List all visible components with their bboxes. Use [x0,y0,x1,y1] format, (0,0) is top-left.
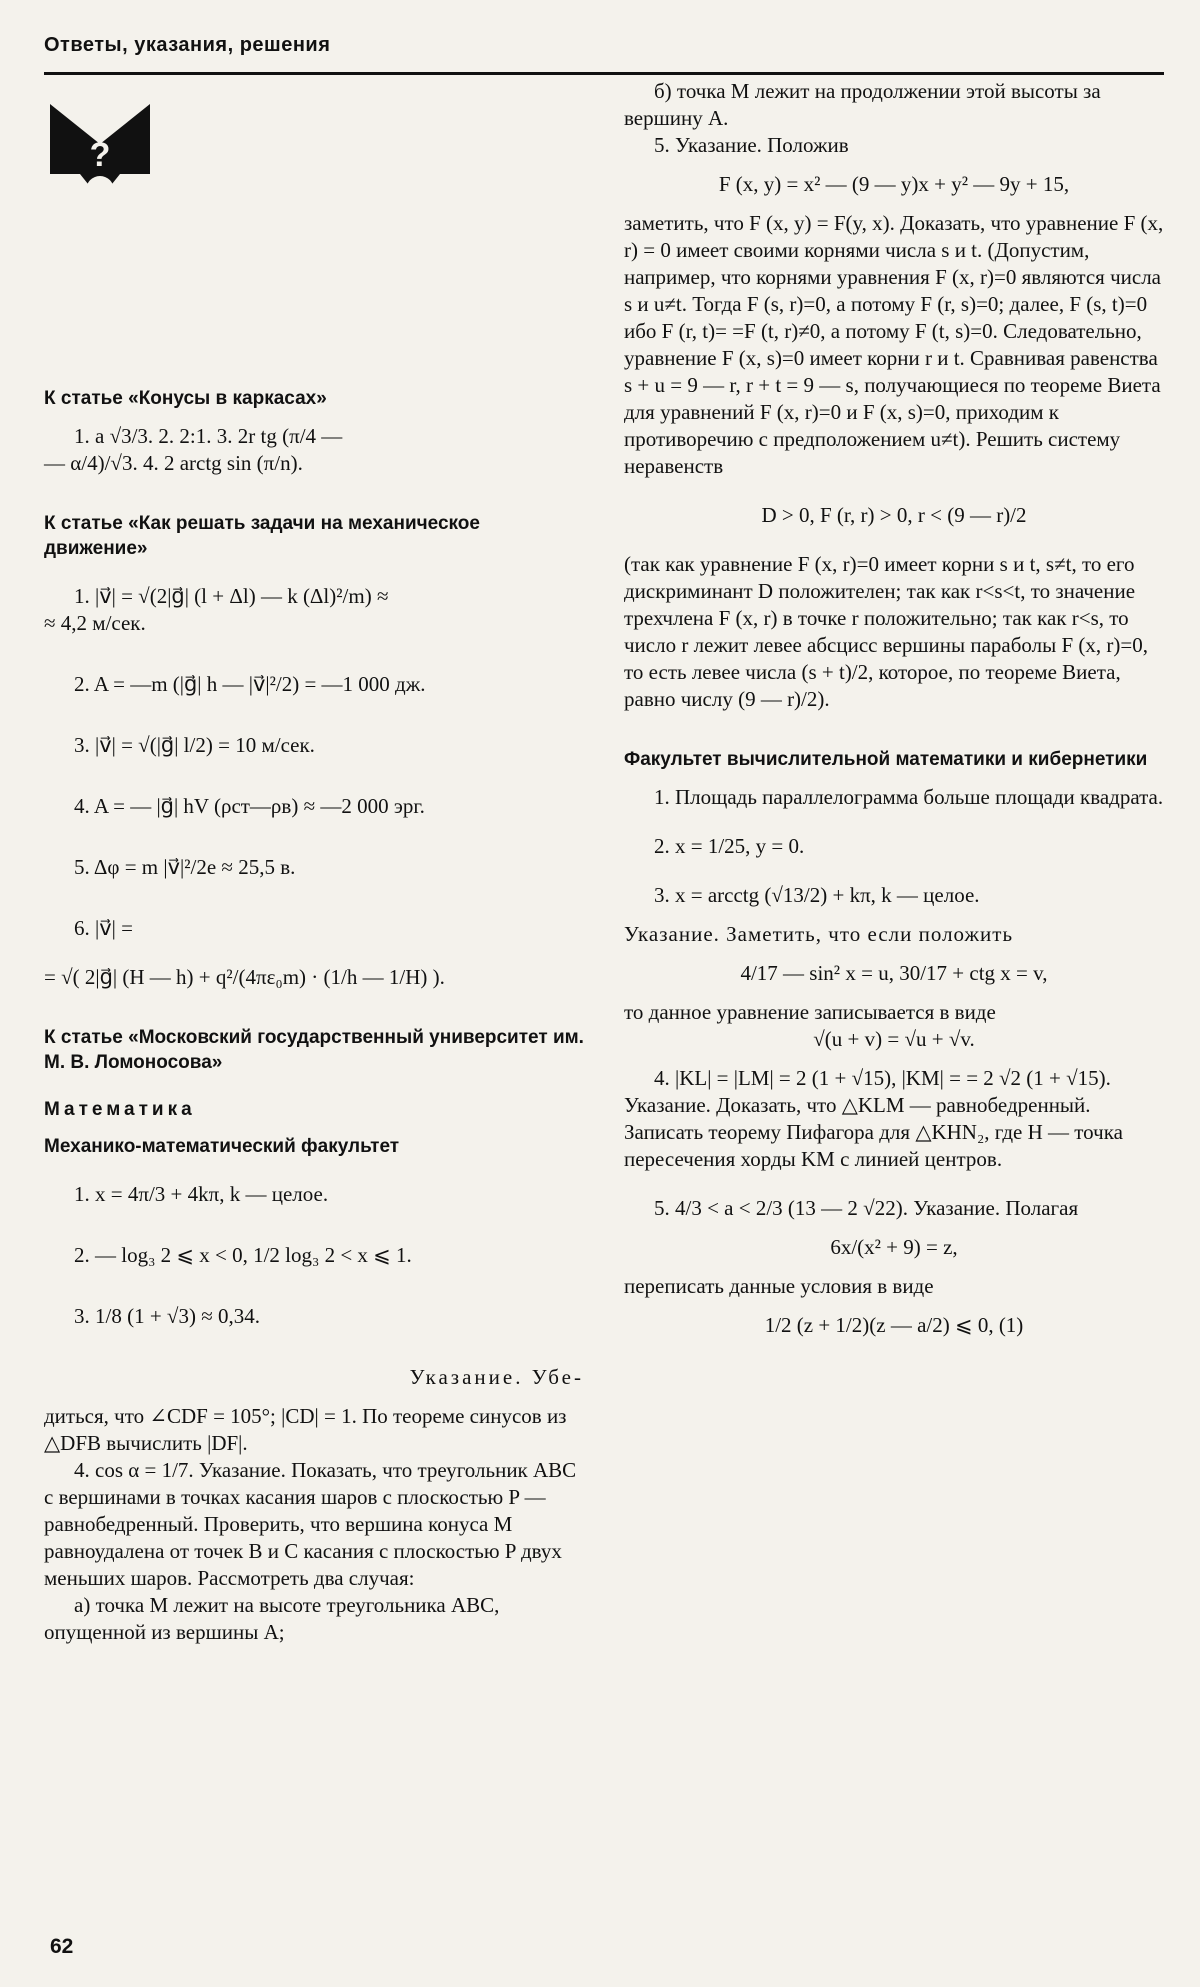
mech-answer-3: 3. |v⃗| = √(|g⃗| l/2) = 10 м/сек. [74,733,315,757]
hint-5-intro: 5. Указание. Положив [654,133,849,157]
running-header [44,28,1164,75]
mech-answer-6-formula: = √( 2|g⃗| (H — h) + q²/(4πε₀m) · (1/h — 1/H) ). [44,965,445,989]
cmc-answer-3-equation: √(u + v) = √u + √v. [813,1027,975,1051]
inequality-system: D > 0, F (r, r) > 0, r < (9 — r)/2 [761,503,1027,527]
mech-answer-1: 1. |v⃗| = √(2|g⃗| (l + Δl) — k (Δl)²/m) ≈ [74,584,389,608]
hint-5-text: заметить, что F (x, y) = F(y, x). Доказать, что уравнение F (x, r) = 0 имеет своими корнями числа s и t. (Допустим, например, что корнями уравнения F (x, r)=0 являются числа s и u≠t. Тогда F (s, r)=0, а потому F (r, s)=0; далее, F (s, t)=0 ибо F (r, t)= =F (t, r)≠0, а потому F (t, s)=0. Следовательно, уравнение F (x, s)=0 имеет корни r и t. Сравнивая равенства s + u = 9 — r, r + t = 9 — s, получающиеся по теореме Виета для уравнений F (x, r)=0 и F (x, s)=0, приходим к противоречию с предположением u≠t). Решить систему неравенств [624,211,1164,478]
hint-label: Указание. Убе- [409,1365,584,1389]
section-title-cones: К статье «Конусы в каркасах» [44,388,327,409]
cmc-answer-3-then: то данное уравнение записывается в виде [624,1000,996,1024]
case-b: б) точка M лежит на продолжении этой высоты за вершину A. [624,79,1101,130]
cmc-answer-5: 5. 4/3 < a < 2/3 (13 — 2 √22). Указание. Полагая [654,1196,1079,1220]
cmc-answer-1: 1. Площадь параллелограмма больше площади квадрата. [654,785,1164,809]
msu-answer-4: 4. cos α = 1/7. Указание. Показать, что треугольник ABC с вершинами в точках касания шаров с плоскостью P — равнобедренный. Проверить, что вершина конуса M равноудалена от точек B и C касания с плоскостью P двух меньших шаров. Рассмотреть два случая: [44,1458,577,1590]
msu-answer-3: 3. 1/8 (1 + √3) ≈ 0,34. [74,1304,260,1328]
inequality-explanation: (так как уравнение F (x, r)=0 имеет корни s и t, s≠t, то его дискриминант D положителен; так как r<s<t, то значение трехчлена F (x, r) в точке r положительно; так как r<s, то число r лежит левее абсцисс вершины параболы F (x, r)=0, то есть левее числа (s + t)/2, которое, по теореме Виета, равно числу (9 — r)/2). [624,552,1148,711]
cmc-answer-4: 4. |KL| = |LM| = 2 (1 + √15), |KM| = = 2 √2 (1 + √15). Указание. Доказать, что △KLM — равнобедренный. Записать теорему Пифагора для △KHN₂, где H — точка пересечения хорды KM с линией центров. [624,1066,1123,1171]
mech-answer-2: 2. A = —m (|g⃗| h — |v⃗|²/2) = —1 000 дж. [74,672,426,696]
cmc-answer-5-then: переписать данные условия в виде [624,1274,934,1298]
right-column [624,78,1164,1339]
function-definition: F (x, y) = x² — (9 — y)x + y² — 9y + 15, [718,172,1070,196]
answer-cones-line1: 1. a √3/3. 2. 2:1. 3. 2r tg (π/4 — [74,424,343,448]
section-title-msu: К статье «Московский государственный университет им. М. В. Ломоносова» [44,1027,584,1073]
mech-answer-1-cont: ≈ 4,2 м/сек. [44,611,146,635]
cmc-answer-2: 2. x = 1/25, y = 0. [654,834,805,858]
section-title-mechanics: К статье «Как решать задачи на механическое движение» [44,513,480,559]
msu-answer-1: 1. x = 4π/3 + 4kπ, k — целое. [74,1182,329,1206]
mech-answer-4: 4. A = — |g⃗| hV (ρст—ρв) ≈ —2 000 эрг. [74,794,425,818]
mech-answer-6: 6. |v⃗| = [74,916,133,940]
hint-text: диться, что ∠CDF = 105°; |CD| = 1. По теореме синусов из △DFB вычислить |DF|. [44,1404,567,1455]
faculty-heading-cmc: Факультет вычислительной математики и кибернетики [624,749,1148,770]
faculty-heading-mechmath: Механико-математический факультет [44,1136,400,1157]
subject-heading-math: Математика [44,1099,196,1120]
cmc-answer-5-inequality: 1/2 (z + 1/2)(z — a/2) ⩽ 0, (1) [764,1313,1024,1337]
cmc-answer-3: 3. x = arcctg (√13/2) + kπ, k — целое. [654,883,980,907]
cmc-answer-3-hint: Указание. Заметить, что если положить [624,922,1014,946]
cmc-answer-5-substitution: 6x/(x² + 9) = z, [830,1235,958,1259]
page-number: 62 [50,1935,74,1958]
section-logo-icon [50,104,150,208]
case-a: а) точка M лежит на высоте треугольника ABC, опущенной из вершины A; [44,1593,500,1644]
question-mark-glyph: ? [89,136,111,174]
answer-cones-line2: — α/4)/√3. 4. 2 arctg sin (π/n). [44,451,303,475]
left-column [44,386,584,1646]
cmc-answer-3-substitution: 4/17 — sin² x = u, 30/17 + ctg x = v, [740,961,1048,985]
mech-answer-5: 5. Δφ = m |v⃗|²/2e ≈ 25,5 в. [74,855,296,879]
msu-answer-2: 2. — log₃ 2 ⩽ x < 0, 1/2 log₃ 2 < x ⩽ 1. [74,1243,412,1267]
running-title: Ответы, указания, решения [44,34,331,56]
